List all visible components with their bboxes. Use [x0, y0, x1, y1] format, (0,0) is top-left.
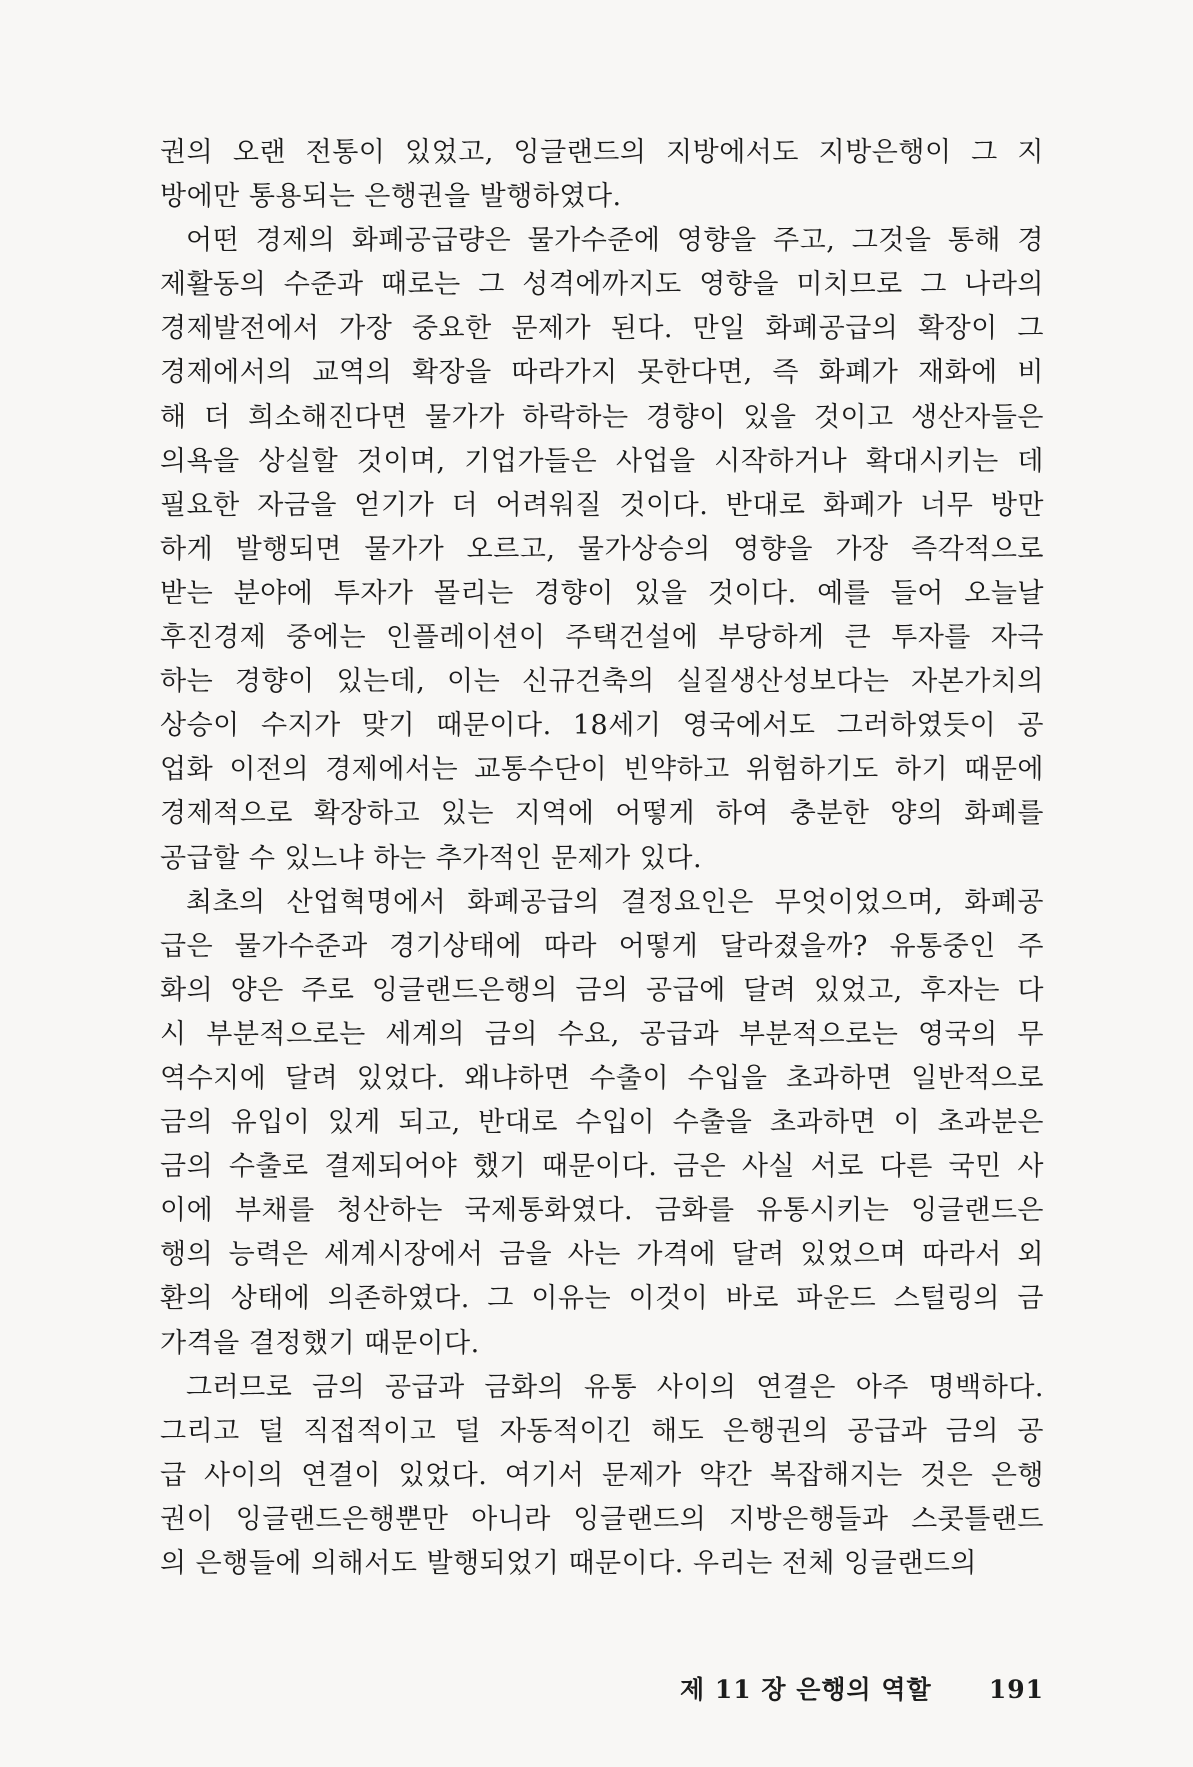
text-line: 방에만 통용되는 은행권을 발행하였다.	[160, 181, 622, 213]
text-line: 그러므로 금의 공급과 금화의 유통 사이의 연결은 아주 명백하다.	[186, 1371, 1044, 1403]
text-line: 금의 수출로 결제되어야 했기 때문이다. 금은 사실 서로 다른 국민 사	[160, 1151, 1044, 1183]
text-line: 업화 이전의 경제에서는 교통수단이 빈약하고 위험하기도 하기 때문에	[160, 754, 1044, 786]
text-line: 권이 잉글랜드은행뿐만 아니라 잉글랜드의 지방은행들과 스콧틀랜드	[160, 1503, 1044, 1535]
text-line: 경제적으로 확장하고 있는 지역에 어떻게 하여 충분한 양의 화폐를	[160, 798, 1044, 830]
text-line: 이에 부채를 청산하는 국제통화였다. 금화를 유통시키는 잉글랜드은	[160, 1195, 1044, 1227]
text-line: 필요한 자금을 얻기가 더 어려워질 것이다. 반대로 화폐가 너무 방만	[160, 489, 1044, 521]
running-footer-chapter: 제 11 장 은행의 역할	[680, 1675, 932, 1704]
text-line: 그리고 덜 직접적이고 덜 자동적이긴 해도 은행권의 공급과 금의 공	[160, 1415, 1044, 1447]
text-line: 급 사이의 연결이 있었다. 여기서 문제가 약간 복잡해지는 것은 은행	[160, 1459, 1044, 1491]
text-line: 경제발전에서 가장 중요한 문제가 된다. 만일 화폐공급의 확장이 그	[160, 313, 1044, 345]
text-line: 어떤 경제의 화폐공급량은 물가수준에 영향을 주고, 그것을 통해 경	[186, 225, 1044, 257]
text-line: 화의 양은 주로 잉글랜드은행의 금의 공급에 달려 있었고, 후자는 다	[160, 974, 1044, 1006]
text-line: 공급할 수 있느냐 하는 추가적인 문제가 있다.	[160, 842, 703, 874]
text-line: 의욕을 상실할 것이며, 기업가들은 사업을 시작하거나 확대시키는 데	[160, 445, 1044, 477]
text-line: 하는 경향이 있는데, 이는 신규건축의 실질생산성보다는 자본가치의	[160, 666, 1044, 698]
text-line: 가격을 결정했기 때문이다.	[160, 1327, 480, 1359]
text-line: 환의 상태에 의존하였다. 그 이유는 이것이 바로 파운드 스털링의 금	[160, 1283, 1044, 1315]
text-line: 행의 능력은 세계시장에서 금을 사는 가격에 달려 있었으며 따라서 외	[160, 1239, 1044, 1271]
page-footer	[680, 1670, 1044, 1706]
text-line: 상승이 수지가 맞기 때문이다. 18세기 영국에서도 그러하였듯이 공	[160, 710, 1044, 742]
text-line: 제활동의 수준과 때로는 그 성격에까지도 영향을 미치므로 그 나라의	[160, 269, 1044, 301]
text-line: 경제에서의 교역의 확장을 따라가지 못한다면, 즉 화폐가 재화에 비	[160, 357, 1044, 389]
text-line: 후진경제 중에는 인플레이션이 주택건설에 부당하게 큰 투자를 자극	[160, 622, 1044, 654]
body-text	[160, 131, 1044, 1586]
page-number: 191	[988, 1675, 1044, 1704]
text-line: 권의 오랜 전통이 있었고, 잉글랜드의 지방에서도 지방은행이 그 지	[160, 137, 1044, 168]
text-line: 해 더 희소해진다면 물가가 하락하는 경향이 있을 것이고 생산자들은	[160, 401, 1044, 433]
text-line: 하게 발행되면 물가가 오르고, 물가상승의 영향을 가장 즉각적으로	[160, 533, 1044, 565]
text-line: 시 부분적으로는 세계의 금의 수요, 공급과 부분적으로는 영국의 무	[160, 1018, 1044, 1050]
paragraph	[160, 219, 1044, 880]
text-line: 역수지에 달려 있었다. 왜냐하면 수출이 수입을 초과하면 일반적으로	[160, 1062, 1044, 1094]
text-line: 받는 분야에 투자가 몰리는 경향이 있을 것이다. 예를 들어 오늘날	[160, 577, 1044, 609]
paragraph	[160, 131, 1044, 219]
text-line: 최초의 산업혁명에서 화폐공급의 결정요인은 무엇이었으며, 화폐공	[186, 886, 1044, 918]
text-line: 금의 유입이 있게 되고, 반대로 수입이 수출을 초과하면 이 초과분은	[160, 1107, 1044, 1139]
text-line: 급은 물가수준과 경기상태에 따라 어떻게 달라졌을까? 유통중인 주	[160, 930, 1044, 962]
paragraph	[160, 881, 1044, 1366]
paragraph	[160, 1366, 1044, 1586]
text-line: 의 은행들에 의해서도 발행되었기 때문이다. 우리는 전체 잉글랜드의	[160, 1548, 977, 1579]
